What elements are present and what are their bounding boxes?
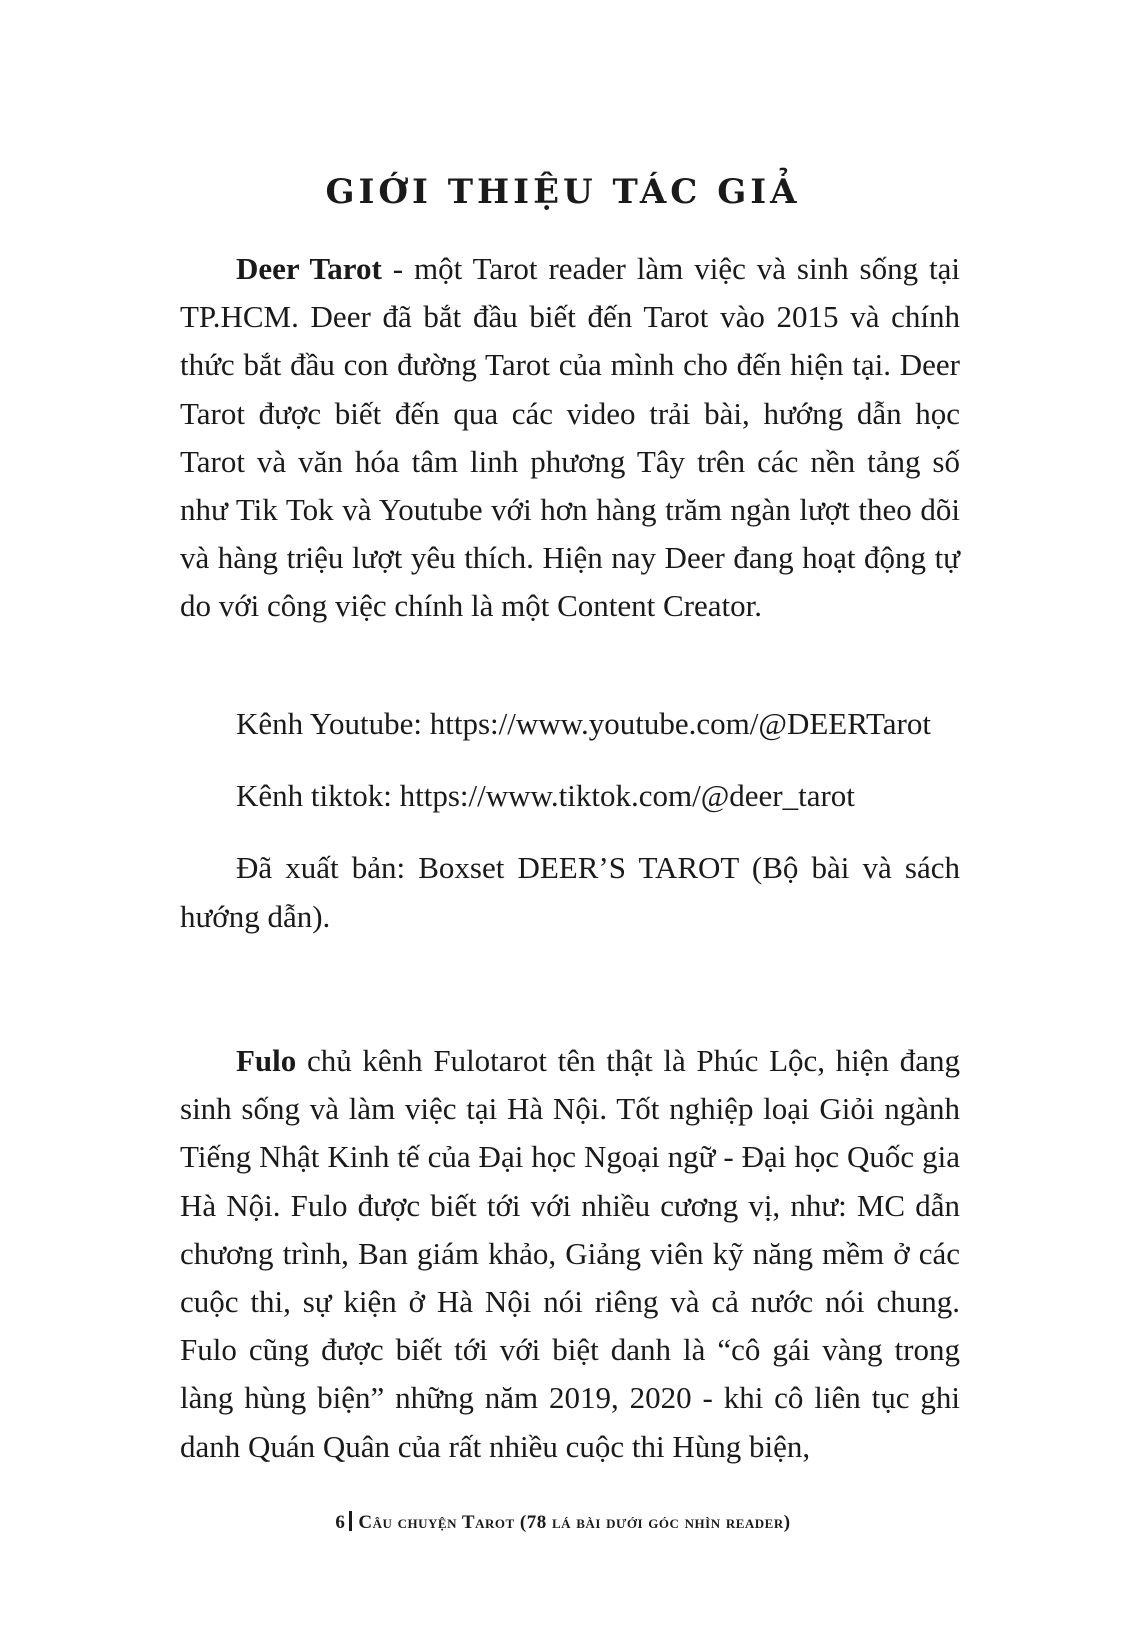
running-title: Câu chuyện Tarot (78 lá bài dưới góc nhìn reader) bbox=[358, 1512, 791, 1533]
page-title: GIỚI THIỆU TÁC GIẢ bbox=[325, 172, 801, 212]
author-name: Deer Tarot bbox=[236, 251, 382, 286]
page-footer bbox=[0, 1511, 1126, 1534]
bio-text: chủ kênh Fulotarot tên thật là Phúc Lộc, hiện đang sinh sống và làm việc tại Hà Nội. Tốt nghiệp loại Giỏi ngành Tiếng Nhật Kinh tế của Đại học Ngoại ngữ - Đại học Quốc gia Hà Nội. Fulo được biết tới với nhiều cương vị, như: MC dẫn chương trình, Ban giám khảo, Giảng viên kỹ năng mềm ở các cuộc thi, sự kiện ở Hà Nội nói riêng và cả nước nói chung. Fulo cũng được biết tới với biệt danh là “cô gái vàng trong làng hùng biện” những năm 2019, 2020 - khi cô liên tục ghi danh Quán Quân của rất nhiều cuộc thi Hùng biện, bbox=[180, 1043, 960, 1464]
published-works: Đã xuất bản: Boxset DEER’S TAROT (Bộ bài và sách hướng dẫn). bbox=[180, 850, 960, 934]
tiktok-channel: Kênh tiktok: https://www.tiktok.com/@deer_tarot bbox=[236, 778, 855, 814]
bio-paragraph bbox=[180, 1037, 960, 1471]
page-number: 6 bbox=[335, 1512, 346, 1533]
youtube-channel: Kênh Youtube: https://www.youtube.com/@DEERTarot bbox=[236, 706, 931, 741]
bio-text: - một Tarot reader làm việc và sinh sống tại TP.HCM. Deer đã bắt đầu biết đến Tarot vào 2015 và chính thức bắt đầu con đường Tarot của mình cho đến hiện tại. Deer Tarot được biết đến qua các video trải bài, hướng dẫn học Tarot và văn hóa tâm linh phương Tây trên các nền tảng số như Tik Tok và Youtube với hơn hàng trăm ngàn lượt theo dõi và hàng triệu lượt yêu thích. Hiện nay Deer đang hoạt động tự do với công việc chính là một Content Creator. bbox=[180, 251, 960, 624]
author-bio-deer bbox=[180, 245, 960, 631]
footer-separator bbox=[349, 1511, 352, 1531]
author-links bbox=[180, 700, 960, 965]
bio-paragraph bbox=[180, 245, 960, 631]
author-name: Fulo bbox=[236, 1043, 297, 1078]
author-bio-fulo bbox=[180, 1037, 960, 1471]
